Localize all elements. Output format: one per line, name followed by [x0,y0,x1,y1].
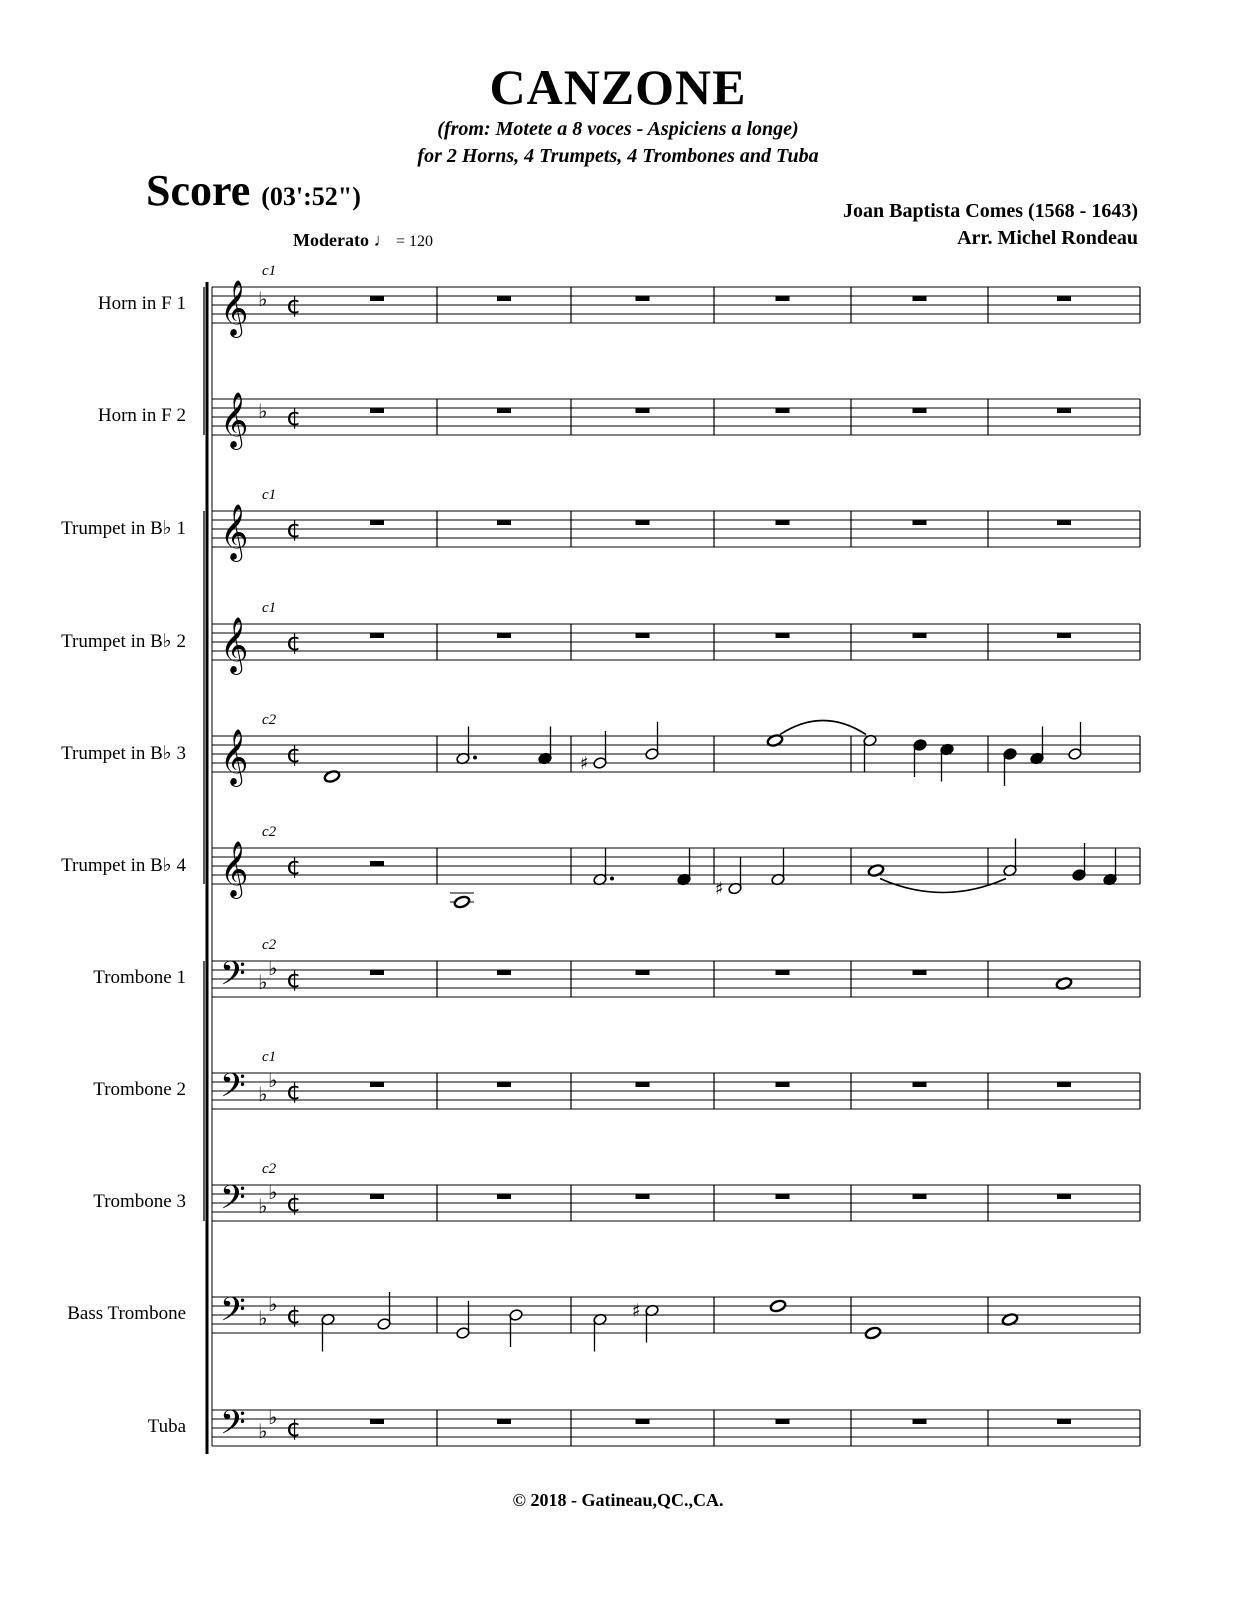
tie [880,879,1006,893]
staff [212,392,1140,450]
sharp-sign-icon: ♯ [715,878,724,900]
cut-time-icon: ¢ [286,403,302,431]
instrument-name: Trumpet in B♭ 1 [61,518,186,539]
whole-rest [776,1419,790,1424]
sharp-sign-icon: ♯ [580,753,589,774]
whole-rest [913,296,927,301]
whole-rest [370,633,384,638]
bass-clef-icon: 𝄢 [220,1067,246,1113]
cut-time-icon: ¢ [286,291,302,319]
instrument-name: Trumpet in B♭ 2 [61,631,186,652]
staff [212,824,1140,899]
instrument-name: Trombone 1 [93,967,186,988]
treble-clef-icon: 𝄞 [220,841,249,897]
whole-rest [636,970,650,975]
whole-rest [1057,1419,1071,1424]
cut-time-icon: ¢ [286,628,302,656]
staff [212,600,1140,675]
whole-rest [913,970,927,975]
cut-time-icon: ¢ [286,1077,302,1105]
whole-rest [370,1419,384,1424]
sharp-sign-icon: ♯ [632,1300,641,1322]
whole-rest [776,970,790,975]
tempo-text: Moderato [293,230,369,250]
cut-time-icon: ¢ [286,740,302,768]
cue-label: c2 [262,937,277,953]
whole-rest [913,1082,927,1087]
cue-label: c1 [262,600,277,616]
whole-rest [913,633,927,638]
cut-time-icon: ¢ [286,1189,302,1217]
whole-note [453,895,470,909]
staff [212,712,1140,787]
whole-rest [636,1419,650,1424]
staff [212,263,1140,338]
whole-rest [636,296,650,301]
cue-label: c1 [262,487,277,503]
instrument-name: Horn in F 1 [97,293,186,314]
cue-label: c2 [262,1161,277,1177]
tie [780,721,866,735]
whole-rest [636,633,650,638]
cut-time-icon: ¢ [286,852,302,880]
whole-rest [370,408,384,413]
whole-rest [636,520,650,525]
bass-clef-icon: 𝄢 [220,1404,246,1450]
treble-clef-icon: 𝄞 [220,392,249,448]
composer-credit: Joan Baptista Comes (1568 - 1643) [843,200,1138,222]
flat-sign-icon: ♭ [258,1306,268,1330]
whole-rest [1057,1082,1071,1087]
score-subtitle-source: (from: Motete a 8 voces - Aspiciens a longe) [437,118,799,140]
whole-rest [370,296,384,301]
score-duration: (03':52") [261,182,361,211]
whole-rest [497,408,511,413]
whole-rest [497,633,511,638]
cue-label: c1 [262,263,277,279]
flat-sign-icon: ♭ [268,956,278,980]
whole-rest [913,1194,927,1199]
flat-sign-icon: ♭ [268,1180,278,1204]
staff [212,1049,1140,1113]
flat-sign-icon: ♭ [258,399,268,423]
whole-rest [497,970,511,975]
score-subtitle-instrumentation: for 2 Horns, 4 Trumpets, 4 Trombones and Tuba [417,145,819,167]
whole-rest [776,1194,790,1199]
whole-rest [776,520,790,525]
score-label-text: Score [146,166,251,215]
tempo-value: = 120 [395,233,434,250]
whole-rest [497,520,511,525]
bass-clef-icon: 𝄢 [220,955,246,1001]
whole-rest [370,1194,384,1199]
whole-rest [1057,520,1071,525]
cue-label: c1 [262,1049,277,1065]
flat-sign-icon: ♭ [268,1068,278,1092]
whole-rest [1057,1194,1071,1199]
whole-rest [913,1419,927,1424]
whole-rest [636,1082,650,1087]
whole-rest [776,296,790,301]
flat-sign-icon: ♭ [258,970,268,994]
instrument-name: Trombone 2 [93,1079,186,1100]
whole-rest [497,1419,511,1424]
whole-rest [636,408,650,413]
staff [212,1404,1140,1450]
instrument-name: Trombone 3 [93,1191,186,1212]
whole-rest [497,1194,511,1199]
cut-time-icon: ¢ [286,1301,302,1329]
instrument-name: Trumpet in B♭ 4 [61,855,186,876]
whole-rest [497,1082,511,1087]
staff [212,1291,1140,1337]
quarter-note-icon: ♩ [373,230,392,250]
whole-rest [636,1194,650,1199]
whole-note [864,1326,881,1340]
whole-rest [370,520,384,525]
whole-rest [913,408,927,413]
whole-rest [1057,408,1071,413]
cue-label: c2 [262,824,277,840]
flat-sign-icon: ♭ [268,1405,278,1429]
instrument-name: Horn in F 2 [97,405,186,426]
whole-rest [370,970,384,975]
whole-rest [1057,296,1071,301]
whole-rest [913,520,927,525]
flat-sign-icon: ♭ [258,1082,268,1106]
copyright-notice: © 2018 - Gatineau,QC.,CA. [512,1490,724,1510]
whole-rest [370,1082,384,1087]
whole-note [769,1299,786,1313]
staff [212,487,1140,562]
bass-clef-icon: 𝄢 [220,1291,246,1337]
treble-clef-icon: 𝄞 [220,504,249,560]
flat-sign-icon: ♭ [268,1292,278,1316]
treble-clef-icon: 𝄞 [220,617,249,673]
treble-clef-icon: 𝄞 [220,280,249,336]
whole-rest [497,296,511,301]
flat-sign-icon: ♭ [258,287,268,311]
cut-time-icon: ¢ [286,515,302,543]
staff [212,1161,1140,1225]
whole-rest [1057,633,1071,638]
bass-clef-icon: 𝄢 [220,1179,246,1225]
arranger-credit: Arr. Michel Rondeau [957,227,1138,249]
flat-sign-icon: ♭ [258,1419,268,1443]
staff [212,937,1140,1001]
instrument-name: Trumpet in B♭ 3 [61,743,186,764]
half-rest [370,861,384,866]
instrument-name: Tuba [147,1416,186,1437]
score-title: CANZONE [489,59,747,115]
cut-time-icon: ¢ [286,1414,302,1442]
cue-label: c2 [262,712,277,728]
flat-sign-icon: ♭ [258,1194,268,1218]
treble-clef-icon: 𝄞 [220,729,249,785]
cut-time-icon: ¢ [286,965,302,993]
instrument-name: Bass Trombone [67,1303,186,1324]
whole-rest [776,408,790,413]
whole-rest [776,633,790,638]
whole-rest [776,1082,790,1087]
